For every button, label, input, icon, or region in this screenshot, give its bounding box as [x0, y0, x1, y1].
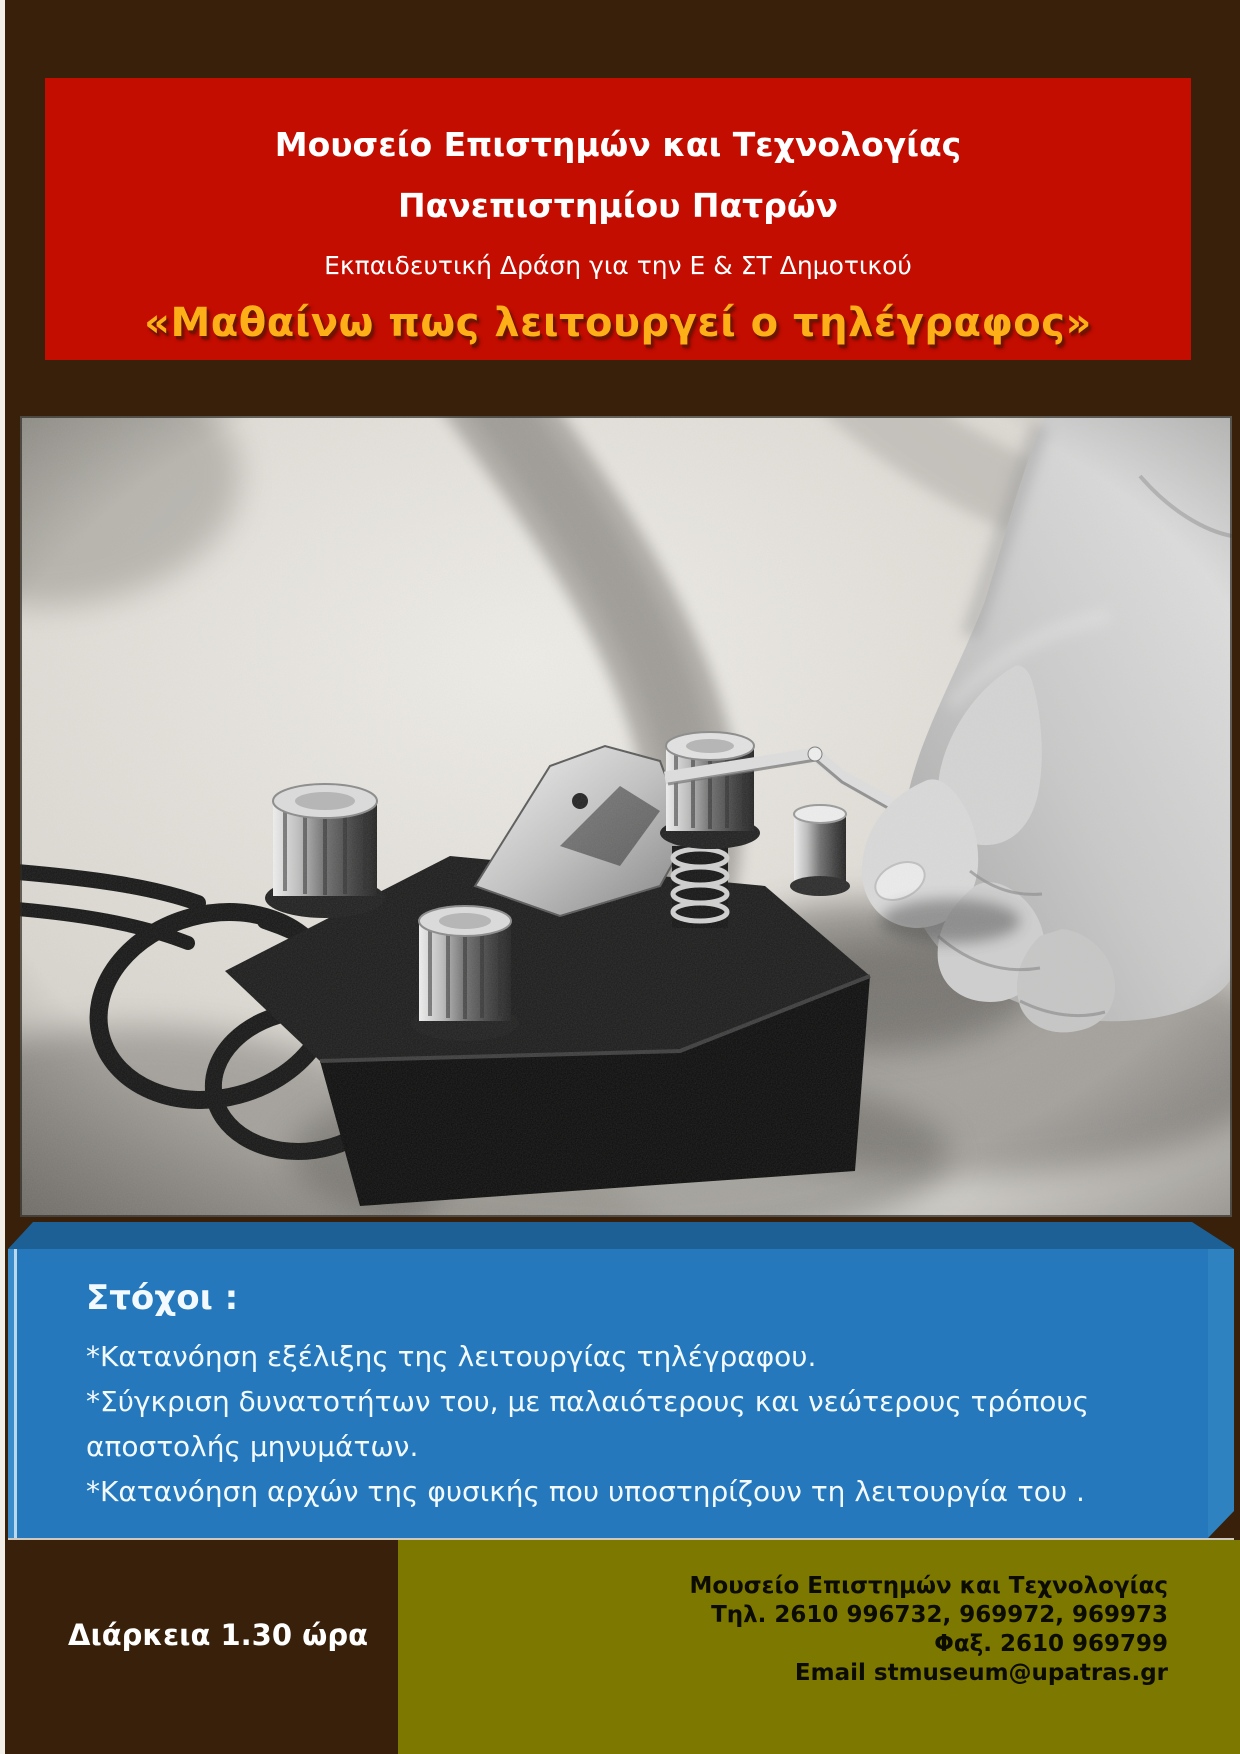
- photo-grain: [20, 416, 1232, 1217]
- goals-heading: Στόχοι :: [86, 1278, 239, 1318]
- contact-phone: Τηλ. 2610 996732, 969972, 969973: [711, 1602, 1168, 1628]
- workshop-headline: «Μαθαίνω πως λειτουργεί ο τηλέγραφος»: [144, 300, 1092, 346]
- telegraph-photo: [20, 416, 1232, 1217]
- duration-label: Διάρκεια 1.30 ώρα: [68, 1618, 369, 1652]
- education-action-subtitle: Εκπαιδευτική Δράση για την Ε & ΣΤ Δημοτικού: [324, 251, 912, 280]
- contact-fax: Φαξ. 2610 969799: [934, 1631, 1168, 1657]
- goal-item: *Σύγκριση δυνατοτήτων του, με παλαιότερους και νεώτερους τρόπους αποστολής μηνυμάτων.: [86, 1385, 1090, 1463]
- contact-museum-name: Μουσείο Επιστημών και Τεχνολογίας: [689, 1573, 1168, 1599]
- museum-name-line1: Μουσείο Επιστημών και Τεχνολογίας: [274, 125, 962, 164]
- goals-box: [8, 1222, 1234, 1538]
- goal-item: *Κατανόηση αρχών της φυσικής που υποστηρίζουν τη λειτουργία του .: [86, 1475, 1085, 1508]
- contact-email: Email stmuseum@upatras.gr: [794, 1660, 1168, 1686]
- goal-item: *Κατανόηση εξέλιξης της λειτουργίας τηλέγραφου.: [86, 1340, 817, 1373]
- contact-block: [690, 1572, 1168, 1688]
- header-box: [45, 78, 1191, 360]
- museum-name-line2: Πανεπιστημίου Πατρών: [397, 186, 839, 225]
- page-left-edge: [0, 0, 5, 1754]
